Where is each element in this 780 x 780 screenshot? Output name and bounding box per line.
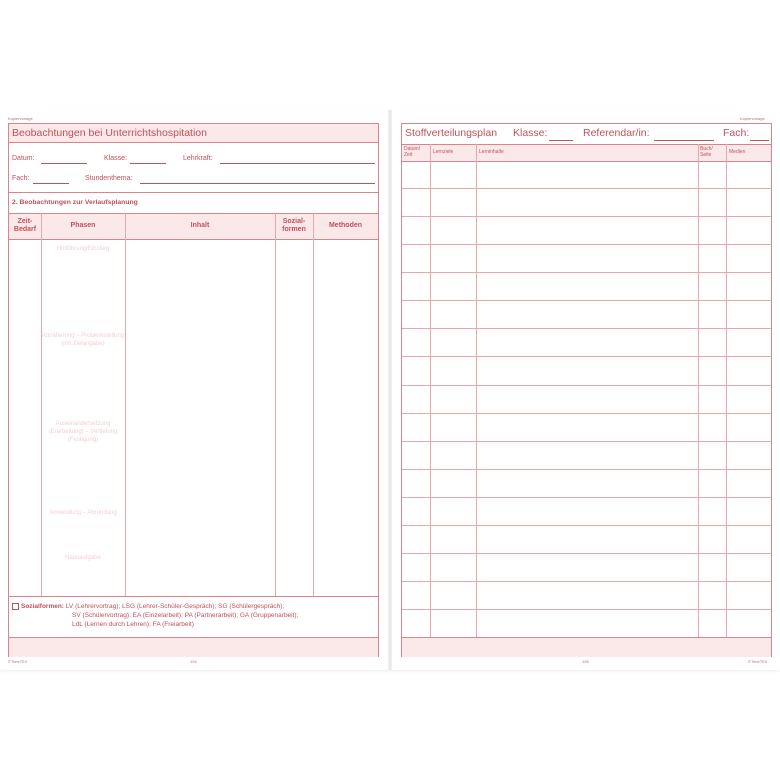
col-line-3	[275, 213, 276, 596]
phase-label: Hausaufgabe	[65, 555, 101, 561]
plan-row-line	[402, 272, 771, 273]
col-medien-header: Medien	[729, 149, 746, 155]
table-bottom	[9, 596, 378, 597]
fach-line[interactable]	[33, 183, 69, 184]
left-kopiervorlage: Kopiervorlage	[8, 116, 33, 121]
plan-row-line	[402, 328, 771, 329]
col-datum-header: Datum/ Zeit	[404, 146, 421, 158]
plan-fach-line[interactable]	[750, 140, 769, 141]
plan-row-line	[402, 413, 771, 414]
datum-line[interactable]	[41, 163, 87, 164]
legend-line-3: LdL (Lernen durch Lehren); FA (Freiarbeit)	[72, 621, 194, 628]
plan-col-line-1	[430, 144, 431, 637]
observation-form	[8, 123, 379, 657]
plan-row-line	[402, 525, 771, 526]
col-line-1	[41, 213, 42, 596]
stundenthema-label: Stundenthema:	[85, 175, 133, 182]
stoffverteilungsplan-form	[401, 123, 772, 657]
col-zeit-header: Zeit- Bedarf	[13, 218, 37, 233]
plan-row-line	[402, 356, 771, 357]
two-page-spread	[0, 110, 780, 670]
form-title: Beobachtungen bei Unterrichtshospitation	[12, 127, 207, 139]
plan-row-line	[402, 188, 771, 189]
plan-col-line-3	[698, 144, 699, 637]
klasse-line[interactable]	[130, 163, 166, 164]
plan-row-line	[402, 216, 771, 217]
col-methoden-header: Methoden	[328, 222, 363, 229]
plan-col-line-2	[476, 144, 477, 637]
plan-bottom-band	[402, 637, 771, 657]
phase-label: Annäherung – Problemstellung (mit Zielangabe)	[41, 333, 125, 347]
bottom-band	[9, 637, 378, 657]
col-lerninhalte-header: Lerninhalte	[479, 149, 504, 155]
legend-line-2: SV (Schülervortrag); EA (Einzelarbeit); PA (Partnerarbeit); GA (Gruppenarbeit);	[72, 612, 299, 619]
sozialformen-legend: Sozialformen: LV (Lehrervortrag); LSG (Lehrer-Schüler-Gespräch); SG (Schülergespräch);	[12, 602, 284, 611]
col-line-4	[313, 213, 314, 596]
checkbox-icon	[12, 603, 19, 610]
datum-label: Datum:	[12, 155, 35, 162]
col-line-2	[125, 213, 126, 596]
plan-referendar-line[interactable]	[654, 140, 714, 141]
copyright-left: ©TimeTEX	[8, 659, 28, 664]
col-phasen-header: Phasen	[70, 222, 96, 229]
plan-row-line	[402, 581, 771, 582]
plan-fach-label: Fach:	[723, 127, 750, 139]
plan-row-line	[402, 441, 771, 442]
phase-label: Hinführung/Einstieg	[56, 246, 110, 252]
plan-row-line	[402, 553, 771, 554]
col-lernziele-header: Lernziele	[433, 149, 454, 155]
book-gutter	[388, 110, 392, 670]
page-number-left: 194	[190, 659, 197, 664]
plan-row-line	[402, 385, 771, 386]
phase-label: Auseinandersetzung (Erarbeitung) – Vertiefung (Festigung)	[48, 421, 118, 443]
plan-row-line	[402, 497, 771, 498]
plan-col-line-4	[726, 144, 727, 637]
klasse-label: Klasse:	[104, 155, 127, 162]
fach-label: Fach:	[12, 175, 30, 182]
col-buch-header: Buch/ Seite	[700, 146, 713, 158]
plan-klasse-label: Klasse:	[513, 127, 548, 139]
plan-header	[402, 144, 771, 162]
col-sozial-header: Sozial- formen	[282, 218, 306, 233]
col-inhalt-header: Inhalt	[190, 222, 210, 229]
divider	[9, 192, 378, 193]
plan-row-line	[402, 244, 771, 245]
plan-row-line	[402, 300, 771, 301]
right-kopiervorlage: Kopiervorlage	[740, 116, 765, 121]
plan-row-line	[402, 609, 771, 610]
lehrkraft-label: Lehrkraft:	[183, 155, 213, 162]
plan-klasse-line[interactable]	[549, 140, 573, 141]
plan-row-line	[402, 469, 771, 470]
stundenthema-line[interactable]	[140, 183, 375, 184]
plan-referendar-label: Referendar/in:	[583, 127, 650, 139]
page-number-right: 195	[582, 659, 589, 664]
phase-label: Anwendung – Abrundung	[49, 510, 117, 516]
copyright-right: ©TimeTEX	[748, 659, 768, 664]
plan-title: Stoffverteilungsplan	[405, 127, 498, 139]
section-heading: 2. Beobachtungen zur Verlaufsplanung	[12, 199, 138, 206]
lehrkraft-line[interactable]	[220, 163, 375, 164]
